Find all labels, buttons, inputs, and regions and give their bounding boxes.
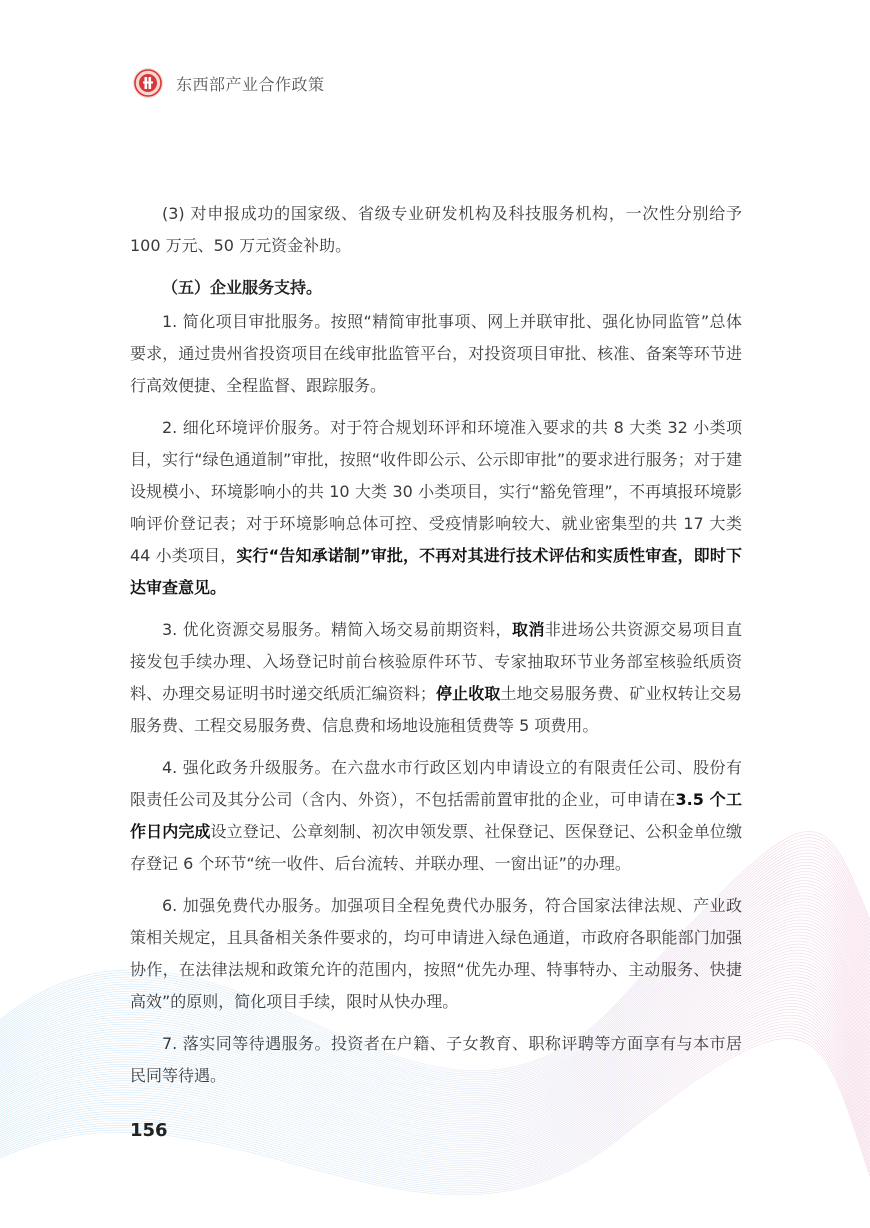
paragraph-text: 土地交易服务费、矿业权转让交易服务费、工程交易服务费、信息费和场地设施租赁费等 5 项费用。	[130, 684, 742, 735]
highlighted-text: 取消	[512, 620, 545, 639]
paragraph-text: 2. 细化环境评价服务。对于符合规划环评和环境准入要求的共 8 大类 32 小类项目，实行“绿色通道制”审批，按照“收件即公示、公示即审批”的要求进行服务；对于建设规模小、环境影响小的共 10 大类 30 小类项目，实行“豁免管理”，不再填报环境影响评价登记表；对于环境影响总体可控、受疫情影响较大、就业密集型的共 17 大类 44 小类项目，	[130, 418, 742, 565]
paragraph-text: 设立登记、公章刻制、初次申领发票、社保登记、医保登记、公积金单位缴存登记 6 个环节“统一收件、后台流转、并联办理、一窗出证”的办理。	[130, 822, 742, 873]
paragraph-government-upgrade	[130, 752, 742, 880]
paragraph-text: 4. 强化政务升级服务。在六盘水市行政区划内申请设立的有限责任公司、股份有限责任公司及其分公司（含内、外资），不包括需前置审批的企业，可申请在	[130, 758, 742, 809]
paragraph-item-3: (3) 对申报成功的国家级、省级专业研发机构及科技服务机构，一次性分别给予 100 万元、50 万元资金补助。	[130, 204, 742, 255]
paragraph-simplify-approval: 1. 简化项目审批服务。按照“精简审批事项、网上并联审批、强化协同监管”总体要求，通过贵州省投资项目在线审批监管平台，对投资项目审批、核准、备案等环节进行高效便捷、全程监督、跟踪服务。	[130, 312, 742, 395]
highlighted-text: 实行“告知承诺制”审批，不再对其进行技术评估和实质性审查，即时下达审查意见。	[130, 546, 742, 597]
paragraph-environment-evaluation	[130, 412, 742, 604]
paragraph-resource-trading	[130, 614, 742, 742]
paragraph-equal-treatment: 7. 落实同等待遇服务。投资者在户籍、子女教育、职称评聘等方面享有与本市居民同等待遇。	[130, 1034, 742, 1085]
section-title-enterprise-services: （五）企业服务支持。	[162, 278, 323, 297]
highlighted-text: 停止收取	[435, 684, 501, 703]
document-body	[130, 198, 742, 1102]
page-header	[132, 66, 325, 100]
paragraph-text: 非进场公共资源交易项目直接发包手续办理、入场登记时前台核验原件环节、专家抽取环节业务部室核验纸质资料、办理交易证明书时递交纸质汇编资料；	[130, 620, 742, 703]
page-number: 156	[130, 1120, 168, 1141]
paragraph-text: 3. 优化资源交易服务。精简入场交易前期资料，	[162, 620, 512, 639]
emblem-logo-icon	[132, 67, 164, 99]
document-title: 东西部产业合作政策	[176, 74, 325, 94]
paragraph-free-agency: 6. 加强免费代办服务。加强项目全程免费代办服务，符合国家法律法规、产业政策相关规定，且具备相关条件要求的，均可申请进入绿色通道，市政府各职能部门加强协作，在法律法规和政策允许的范围内，按照“优先办理、特事特办、主动服务、快捷高效”的原则，简化项目手续，限时从快办理。	[130, 896, 742, 1011]
highlighted-text: 3.5 个工作日内完成	[130, 790, 742, 841]
